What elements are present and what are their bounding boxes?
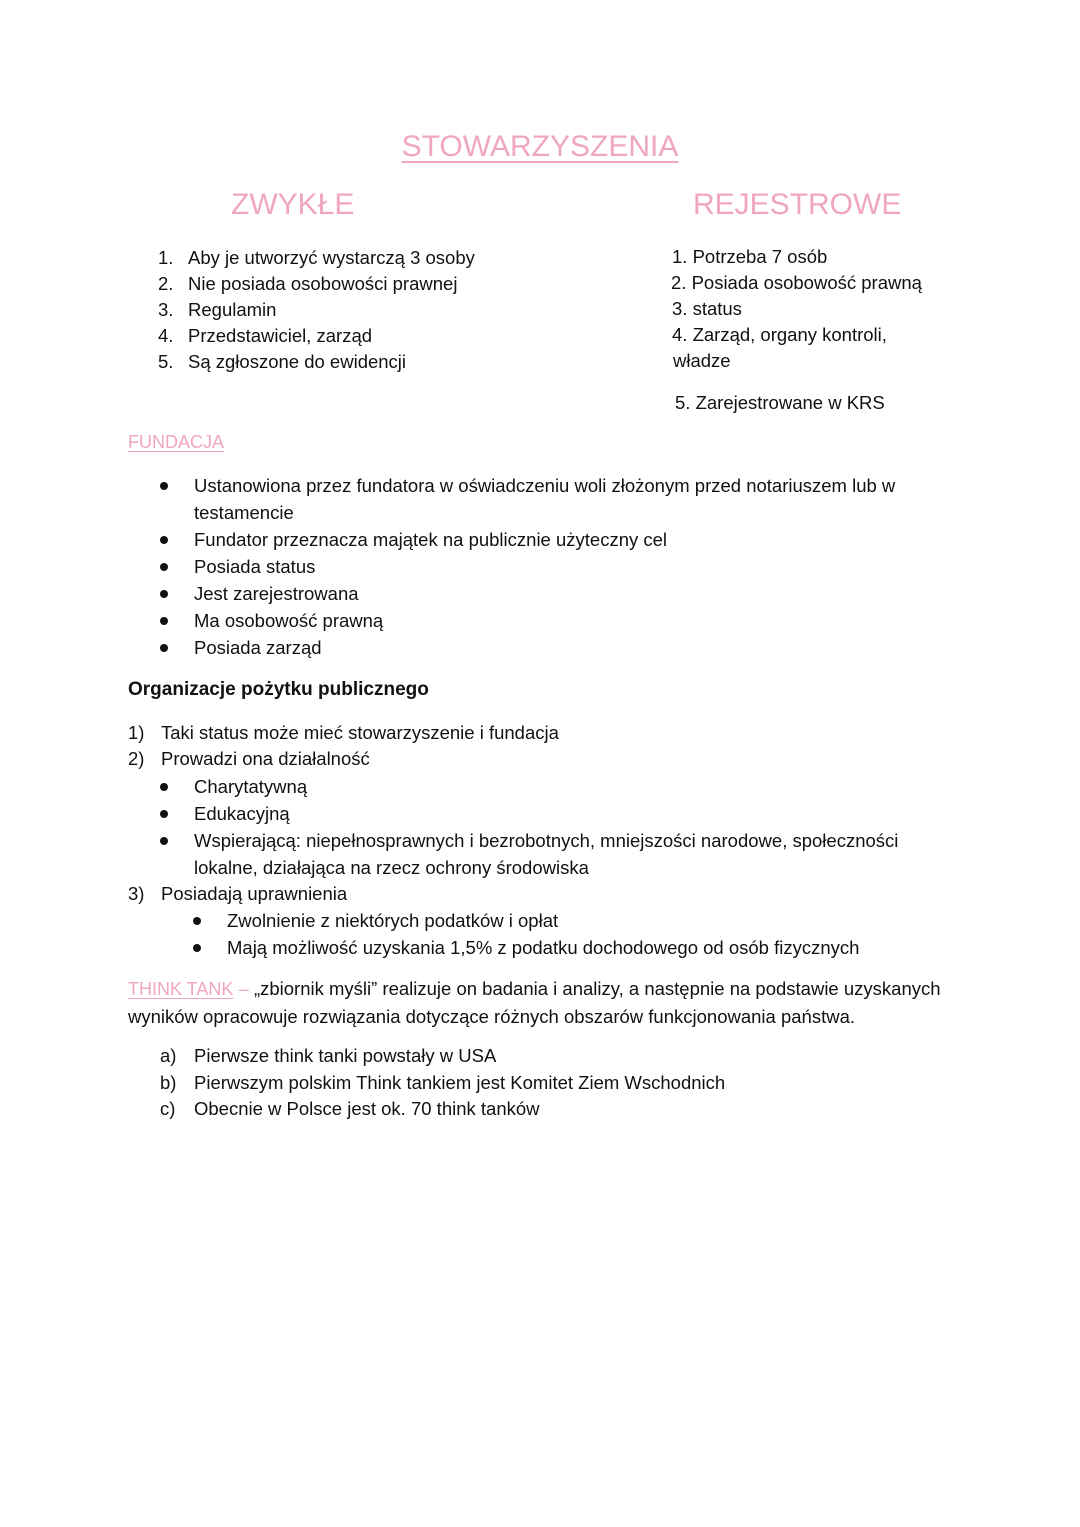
list-item: 2. Posiada osobowość prawną xyxy=(671,272,922,293)
list-item: b) Pierwszym polskim Think tankiem jest Komitet Ziem Wschodnich xyxy=(160,1072,726,1093)
zwykle-heading: ZWYKŁE xyxy=(231,188,355,221)
list-item: c) Obecnie w Polsce jest ok. 70 think tanków xyxy=(160,1098,540,1119)
bullet-icon xyxy=(160,837,168,845)
bullet-icon xyxy=(160,590,168,598)
bullet-item: Charytatywną xyxy=(160,773,307,800)
list-item: 3. status xyxy=(672,298,742,319)
list-item: 5. Są zgłoszone do ewidencji xyxy=(158,351,407,372)
rejestrowe-heading: REJESTROWE xyxy=(693,188,902,221)
list-item: a) Pierwsze think tanki powstały w USA xyxy=(160,1045,497,1066)
list-item: 5. Zarejestrowane w KRS xyxy=(675,392,885,413)
bullet-item: Posiada zarząd xyxy=(160,634,322,661)
bullet-item: Jest zarejestrowana xyxy=(160,580,359,607)
list-item: 1) Taki status może mieć stowarzyszenie i fundacja xyxy=(128,722,559,743)
bullet-item: Edukacyjną xyxy=(160,800,290,827)
opp-heading: Organizacje pożytku publicznego xyxy=(128,679,429,700)
bullet-item: Ma osobowość prawną xyxy=(160,607,383,634)
bullet-icon xyxy=(160,644,168,652)
bullet-icon xyxy=(160,536,168,544)
bullet-item: Mają możliwość uzyskania 1,5% z podatku dochodowego od osób fizycznych xyxy=(193,934,859,961)
bullet-icon xyxy=(160,617,168,625)
think-tank-label: THINK TANK xyxy=(128,979,234,999)
list-item: 2) Prowadzi ona działalność xyxy=(128,748,370,769)
bullet-icon xyxy=(160,810,168,818)
bullet-icon xyxy=(193,917,201,925)
list-item: 4. Zarząd, organy kontroli, xyxy=(672,324,887,345)
bullet-item: Zwolnienie z niektórych podatków i opłat xyxy=(193,907,558,934)
bullet-icon xyxy=(160,563,168,571)
bullet-item: Wspierającą: niepełnosprawnych i bezrobotnych, mniejszości narodowe, społeczności lokalne, działająca na rzecz ochrony środowiska xyxy=(160,827,898,881)
think-tank-paragraph: THINK TANK – „zbiornik myśli” realizuje on badania i analizy, a następnie na podstawie uzyskanych wyników opracowuje rozwiązania dotyczące różnych obszarów funkcjonowania państwa. xyxy=(128,978,941,1027)
list-item-continuation: władze xyxy=(673,350,731,371)
list-item: 1. Potrzeba 7 osób xyxy=(672,246,828,267)
bullet-item: Ustanowiona przez fundatora w oświadczeniu woli złożonym przed notariuszem lub w testamencie xyxy=(160,472,895,526)
list-item: 2. Nie posiada osobowości prawnej xyxy=(158,273,458,294)
bullet-icon xyxy=(160,783,168,791)
bullet-item: Fundator przeznacza majątek na publicznie użyteczny cel xyxy=(160,526,667,553)
list-item: 4. Przedstawiciel, zarząd xyxy=(158,325,373,346)
list-item: 1. Aby je utworzyć wystarczą 3 osoby xyxy=(158,247,475,268)
page-title: STOWARZYSZENIA xyxy=(401,130,679,163)
list-item: 3. Regulamin xyxy=(158,299,277,320)
list-item: 3) Posiadają uprawnienia xyxy=(128,883,348,904)
fundacja-label: FUNDACJA xyxy=(128,432,225,452)
bullet-icon xyxy=(193,944,201,952)
bullet-item: Posiada status xyxy=(160,553,315,580)
bullet-icon xyxy=(160,482,168,490)
